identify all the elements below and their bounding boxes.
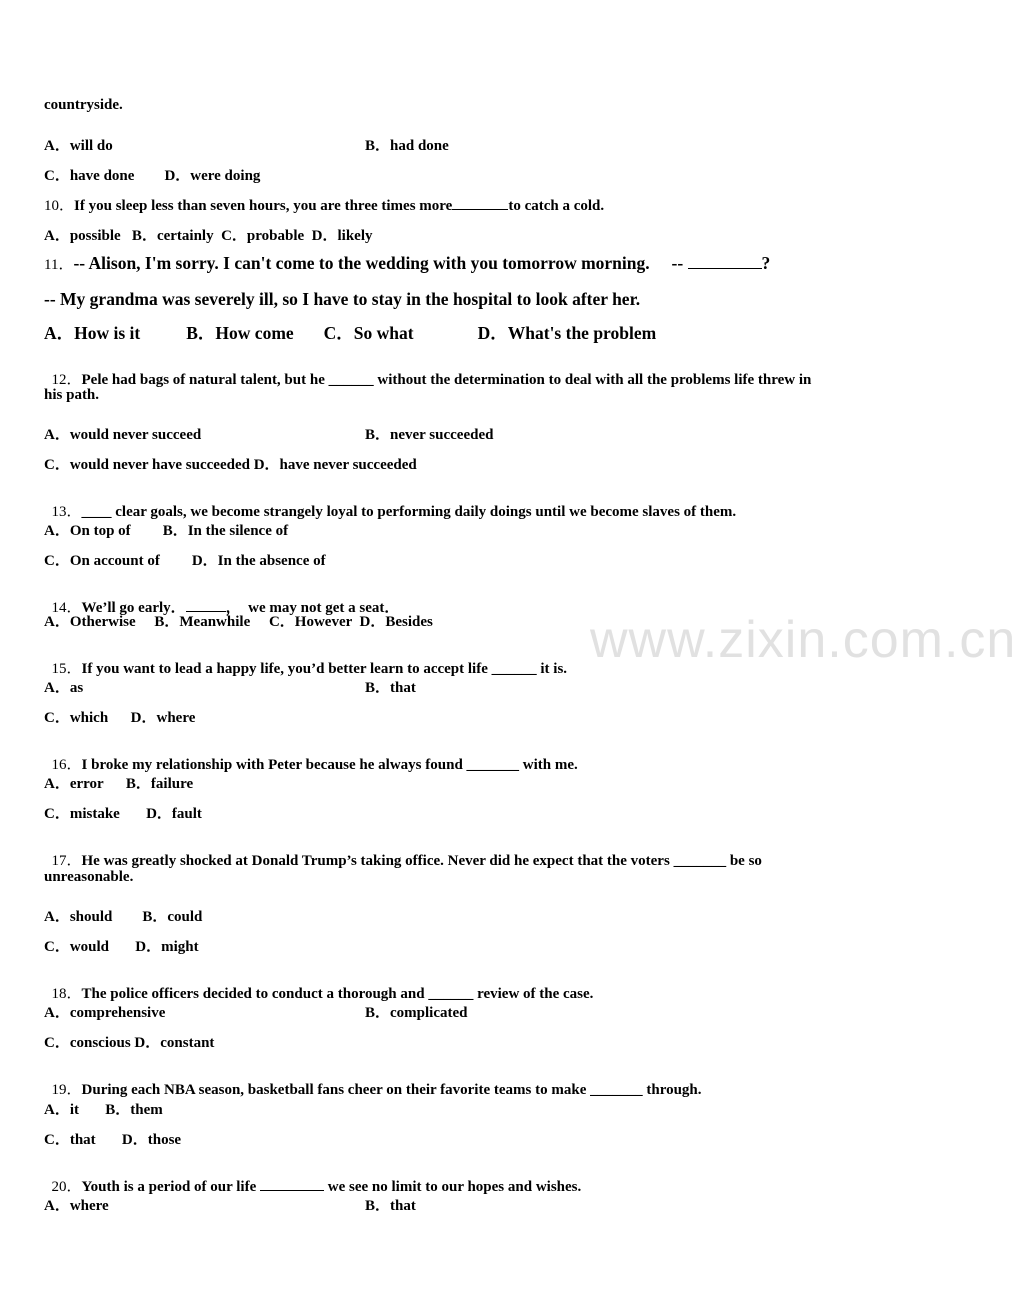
q9-options-cd	[44, 164, 260, 185]
answer-blank: ______	[328, 372, 374, 388]
q9-continuation: countryside.	[44, 97, 123, 113]
answer-blank: _______	[590, 1082, 643, 1098]
q14-options: A．Otherwise B．Meanwhile C．However D．Besides	[44, 614, 433, 630]
q9-option-c: C．have done	[44, 168, 135, 184]
q18-options-cd: C．conscious D．constant	[44, 1035, 215, 1051]
answer-blank: _______	[673, 853, 727, 869]
q11-option-a: A．How is it	[44, 323, 141, 343]
q17-options-cd: C．would D．might	[44, 939, 199, 955]
q12-stem: 12．Pele had bags of natural talent, but he ______ without the determination to deal with all the problems life threw in	[51, 372, 812, 388]
q11-option-c: C．So what	[323, 323, 414, 343]
q13-option-a: A．On top of	[44, 523, 131, 539]
question-number: 14．	[51, 600, 82, 616]
q20-option-b: B．that	[365, 1198, 416, 1214]
q10-stem: 10．If you sleep less than seven hours, you are three times more to catch a cold.	[44, 198, 605, 214]
q14-stem: 14．We’ll go early． ， we may not get a seat．	[51, 600, 400, 616]
q13-option-b: B．In the silence of	[162, 523, 289, 539]
q11-response: -- My grandma was severely ill, so I have to stay in the hospital to look after her.	[44, 289, 641, 309]
question-number: 11．	[44, 257, 74, 273]
q9-option-b: B．had done	[365, 138, 449, 154]
q18-option-a: A．comprehensive	[44, 1005, 166, 1021]
answer-blank	[688, 267, 762, 269]
q9-option-d: D．were doing	[164, 168, 261, 184]
q13-options-cd	[44, 549, 326, 570]
q15-option-a: A．as	[44, 680, 84, 696]
question-number: 10．	[44, 198, 75, 214]
q17-options-ab: A．should B．could	[44, 909, 203, 925]
q13-option-c: C．On account of	[44, 553, 160, 569]
q12-options-cd: C．would never have succeeded D．have never succeeded	[44, 457, 417, 473]
q10-options: A．possible B．certainly C．probable D．likely	[44, 228, 373, 244]
question-number: 15．	[51, 661, 82, 677]
q19-stem: 19．During each NBA season, basketball fans cheer on their favorite teams to make _______ through.	[51, 1082, 702, 1098]
q20-stem: 20．Youth is a period of our life we see no limit to our hopes and wishes.	[51, 1179, 582, 1195]
answer-blank	[260, 1189, 324, 1191]
q16-options-ab: A．error B．failure	[44, 776, 194, 792]
answer-blank: ______	[428, 986, 474, 1002]
q16-options-cd: C．mistake D．fault	[44, 806, 202, 822]
q12-continuation: his path.	[44, 387, 100, 403]
q15-stem: 15．If you want to lead a happy life, you’d better learn to accept life ______ it is.	[51, 661, 568, 677]
q11-stem: 11．-- Alison, I'm sorry. I can't come to the wedding with you tomorrow morning. -- ?	[44, 253, 771, 273]
q9-option-a: A．will do	[44, 138, 113, 154]
q11-options	[44, 320, 656, 345]
q17-stem: 17．He was greatly shocked at Donald Trump’s taking office. Never did he expect that the voters _______ be so	[51, 853, 762, 869]
question-number: 12．	[51, 372, 82, 388]
question-number: 17．	[51, 853, 82, 869]
q15-options-cd: C．which D．where	[44, 710, 196, 726]
q19-options-ab: A．it B．them	[44, 1102, 163, 1118]
q19-options-cd: C．that D．those	[44, 1132, 182, 1148]
question-number: 19．	[51, 1082, 82, 1098]
q11-option-d: D．What's the problem	[477, 323, 657, 343]
q15-option-b: B．that	[365, 680, 416, 696]
q18-option-b: B．complicated	[365, 1005, 468, 1021]
q17-continuation: unreasonable.	[44, 869, 134, 885]
q11-option-b: B．How come	[186, 323, 294, 343]
q13-option-d: D．In the absence of	[191, 553, 326, 569]
q20-option-a: A．where	[44, 1198, 109, 1214]
question-number: 20．	[51, 1179, 82, 1195]
question-number: 18．	[51, 986, 82, 1002]
question-number: 16．	[51, 757, 82, 773]
watermark: www.zixin.com.cn	[590, 611, 1016, 669]
q12-option-b: B．never succeeded	[365, 427, 494, 443]
q13-stem: 13．____ clear goals, we become strangely loyal to performing daily doings until we become slaves of them.	[51, 504, 737, 520]
answer-blank	[452, 208, 508, 210]
answer-blank: ____	[81, 504, 112, 520]
q13-options-ab	[44, 519, 288, 540]
answer-blank: _______	[466, 757, 520, 773]
question-number: 13．	[51, 504, 82, 520]
q12-option-a: A．would never succeed	[44, 427, 202, 443]
q18-stem: 18．The police officers decided to conduct a thorough and ______ review of the case.	[51, 986, 594, 1002]
q16-stem: 16．I broke my relationship with Peter because he always found _______ with me.	[51, 757, 578, 773]
answer-blank: ______	[491, 661, 537, 677]
